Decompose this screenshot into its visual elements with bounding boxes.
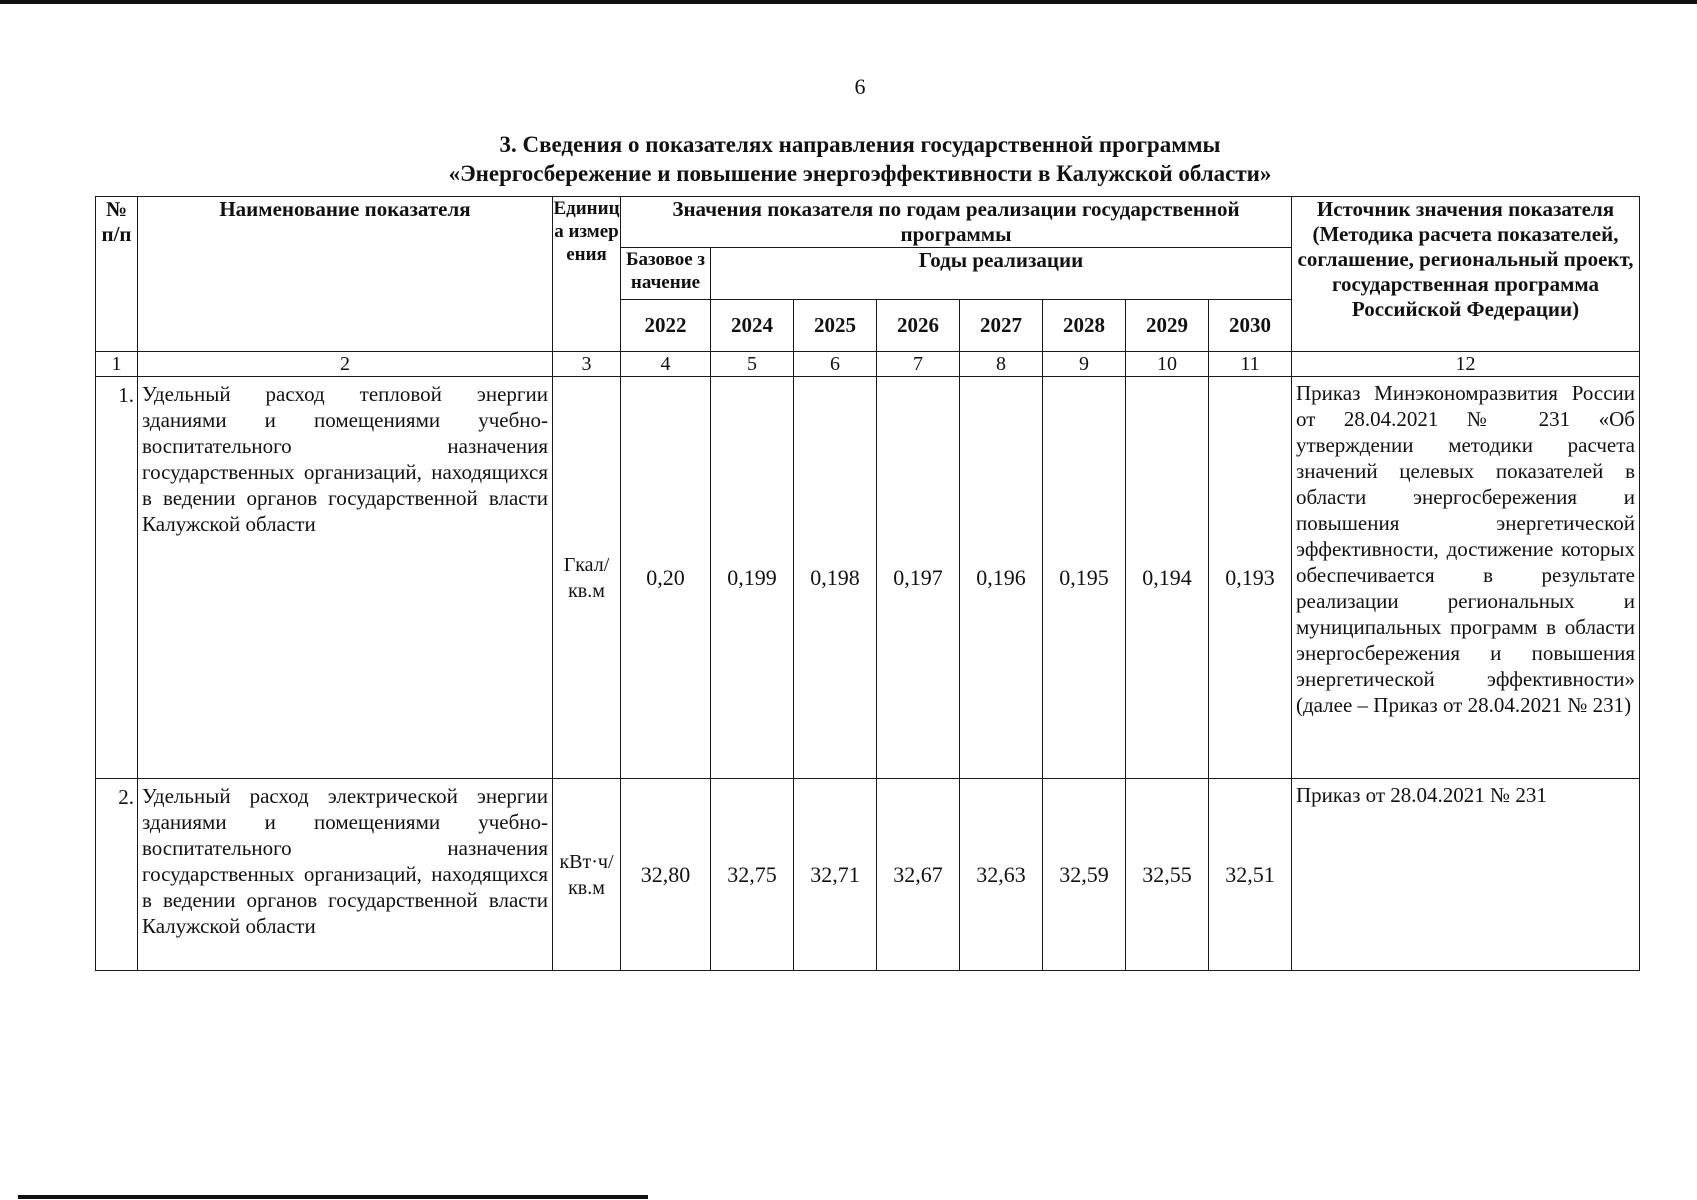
- header-year: 2025: [794, 300, 877, 352]
- header-base: Базовое значение: [621, 248, 711, 300]
- column-numbers-row: [96, 352, 1640, 377]
- indicator-name: Удельный расход тепловой энергии зданиями и помещениями учебно-воспитательного назначения государственных организаций, находящихся в ведении органов государственной власти Калужской области: [138, 377, 553, 779]
- header-num: № п/п: [96, 197, 138, 352]
- title-line-2: «Энергосбережение и повышение энергоэффективности в Калужской области»: [448, 161, 1272, 186]
- header-year: 2029: [1126, 300, 1209, 352]
- header-name: Наименование показателя: [138, 197, 553, 352]
- year-value: 0,199: [711, 377, 794, 779]
- header-unit: Единица измерения: [553, 197, 621, 352]
- indicator-source: Приказ Минэкономразвития России от 28.04.2021 № 231 «Об утверждении методики расчета значений целевых показателей в области энергосбережения и повышения энергетической эффективности, достижение которых обеспечивается в результате реализации региональных и муниципальных программ в области энергосбережения и повышения энергетической эффективности» (далее – Приказ от 28.04.2021 № 231): [1292, 377, 1640, 779]
- indicator-source: Приказ от 28.04.2021 № 231: [1292, 779, 1640, 971]
- indicators-table: [95, 196, 1640, 971]
- column-number: 11: [1209, 352, 1292, 377]
- bottom-scan-edge: [18, 1195, 648, 1199]
- year-value: 32,59: [1043, 779, 1126, 971]
- header-source: Источник значения показателя (Методика расчета показателей, соглашение, региональный проект, государственная программа Российской Федерации): [1292, 197, 1640, 352]
- row-number: 2.: [96, 779, 138, 971]
- year-value: 32,51: [1209, 779, 1292, 971]
- indicators-table-wrapper: [95, 196, 1640, 971]
- column-number: 6: [794, 352, 877, 377]
- header-year: 2028: [1043, 300, 1126, 352]
- base-value: 32,80: [621, 779, 711, 971]
- indicator-unit: Гкал/ кв.м: [553, 377, 621, 779]
- section-title: [330, 130, 1390, 188]
- header-year: 2026: [877, 300, 960, 352]
- header-row-1: [96, 197, 1640, 248]
- column-number: 5: [711, 352, 794, 377]
- year-value: 0,195: [1043, 377, 1126, 779]
- year-value: 32,67: [877, 779, 960, 971]
- column-number: 9: [1043, 352, 1126, 377]
- year-value: 0,198: [794, 377, 877, 779]
- year-value: 0,197: [877, 377, 960, 779]
- header-values-group: Значения показателя по годам реализации государственной программы: [621, 197, 1292, 248]
- title-line-1: 3. Сведения о показателях направления государственной программы: [499, 132, 1221, 157]
- year-value: 0,193: [1209, 377, 1292, 779]
- column-number: 8: [960, 352, 1043, 377]
- indicator-name: Удельный расход электрической энергии зданиями и помещениями учебно-воспитательного назначения государственных организаций, находящихся в ведении органов государственной власти Калужской области: [138, 779, 553, 971]
- page-number: 6: [854, 74, 866, 99]
- column-number: 2: [138, 352, 553, 377]
- header-year: 2024: [711, 300, 794, 352]
- column-number: 12: [1292, 352, 1640, 377]
- base-value: 0,20: [621, 377, 711, 779]
- year-value: 32,75: [711, 779, 794, 971]
- header-year-base: 2022: [621, 300, 711, 352]
- table-row: [96, 377, 1640, 779]
- column-number: 1: [96, 352, 138, 377]
- column-number: 3: [553, 352, 621, 377]
- year-value: 32,71: [794, 779, 877, 971]
- year-value: 0,196: [960, 377, 1043, 779]
- header-year: 2030: [1209, 300, 1292, 352]
- header-year: 2027: [960, 300, 1043, 352]
- indicator-unit: кВт·ч/ кв.м: [553, 779, 621, 971]
- header-years-group: Годы реализации: [711, 248, 1292, 300]
- column-number: 7: [877, 352, 960, 377]
- top-scan-edge: [0, 0, 1697, 4]
- year-value: 32,55: [1126, 779, 1209, 971]
- column-number: 10: [1126, 352, 1209, 377]
- year-value: 0,194: [1126, 377, 1209, 779]
- column-number: 4: [621, 352, 711, 377]
- year-value: 32,63: [960, 779, 1043, 971]
- row-number: 1.: [96, 377, 138, 779]
- table-row: [96, 779, 1640, 971]
